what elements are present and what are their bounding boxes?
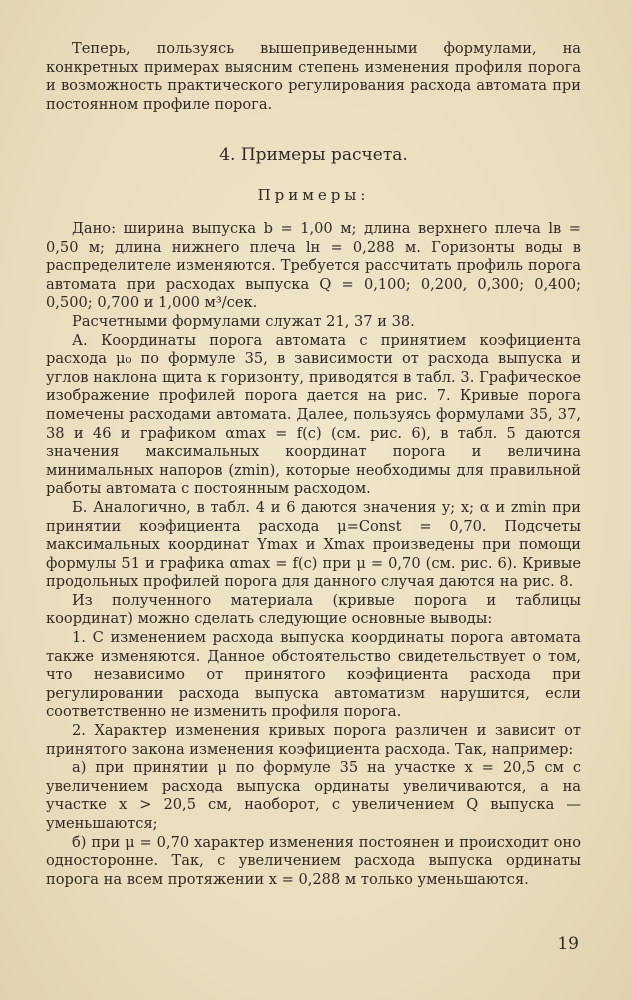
section-heading-block: [46, 146, 581, 165]
paragraph-case-a: а) при принятии μ по формуле 35 на участке x = 20,5 см с увеличением расхода выпуска ординаты увеличиваются, а на участке x > 20,5 см, наоборот, с увеличением Q выпуска — уменьшаются;: [46, 759, 581, 832]
subsection-heading-block: [46, 186, 581, 205]
paragraph-formulas: Расчетными формулами служат 21, 37 и 38.: [72, 312, 415, 330]
paragraph-conclusion-1: 1. С изменением расхода выпуска координаты порога автомата также изменяются. Данное обстоятельство свидетельствует о том, что независимо от принятого коэфициента расхода при регулировании расхода выпуска автоматизм нарушится, если соответственно не изменить профиля порога.: [46, 629, 581, 721]
paragraph-a: А. Координаты порога автомата с принятием коэфициента расхода μ₀ по формуле 35, в зависимости от расхода выпуска и углов наклона щита к горизонту, приводятся в табл. 3. Графическое изображение профилей порога дается на рис. 7. Кривые порога помечены расходами автомата. Далее, пользуясь формулами 35, 37, 38 и 46 и графиком αmax = f(c) (см. рис. 6), в табл. 5 даются значения максимальных координат порога и величина минимальных напоров (zmin), которые необходимы для правильной работы автомата с постоянным расходом.: [46, 331, 581, 498]
paragraph-conclusions-intro: Из полученного материала (кривые порога и таблицы координат) можно сделать следующие основные выводы:: [46, 591, 581, 628]
page-number: 19: [557, 934, 579, 954]
paragraph-case-b: б) при μ = 0,70 характер изменения постоянен и происходит оно односторонне. Так, с увеличением расхода выпуска ординаты порога на всем протяжении x = 0,288 м только уменьшаются.: [46, 833, 581, 888]
subsection-title: Примеры:: [257, 186, 370, 204]
paragraph-conclusion-2: 2. Характер изменения кривых порога различен и зависит от принятого закона изменения коэфициента расхода. Так, например:: [46, 722, 581, 758]
body-text: [46, 220, 581, 889]
paragraph-b: Б. Аналогично, в табл. 4 и 6 даются значения y; x; α и zmin при принятии коэфициента расхода μ=Const = 0,70. Подсчеты максимальных координат Ymax и Xmax произведены при помощи формулы 51 и графика αmax = f(c) при μ = 0,70 (см. рис. 6). Кривые продольных профилей порога для данного случая даются на рис. 8.: [46, 498, 581, 591]
intro-paragraph: Теперь, пользуясь вышеприведенными формулами, на конкретных примерах выясним степень изменения профиля порога и возможность практического регулирования расхода автомата при постоянном профиле порога.: [46, 40, 581, 113]
paragraph-given: Дано: ширина выпуска b = 1,00 м; длина верхнего плеча lв = 0,50 м; длина нижнего плеча lн = 0,288 м. Горизонты воды в распределителе изменяются. Требуется рассчитать профиль порога автомата при расходах выпуска Q = 0,100; 0,200, 0,300; 0,400; 0,500; 0,700 и 1,000 м³/сек.: [46, 220, 581, 312]
section-title: 4. Примеры расчета.: [219, 145, 408, 165]
intro-block: [46, 40, 581, 114]
